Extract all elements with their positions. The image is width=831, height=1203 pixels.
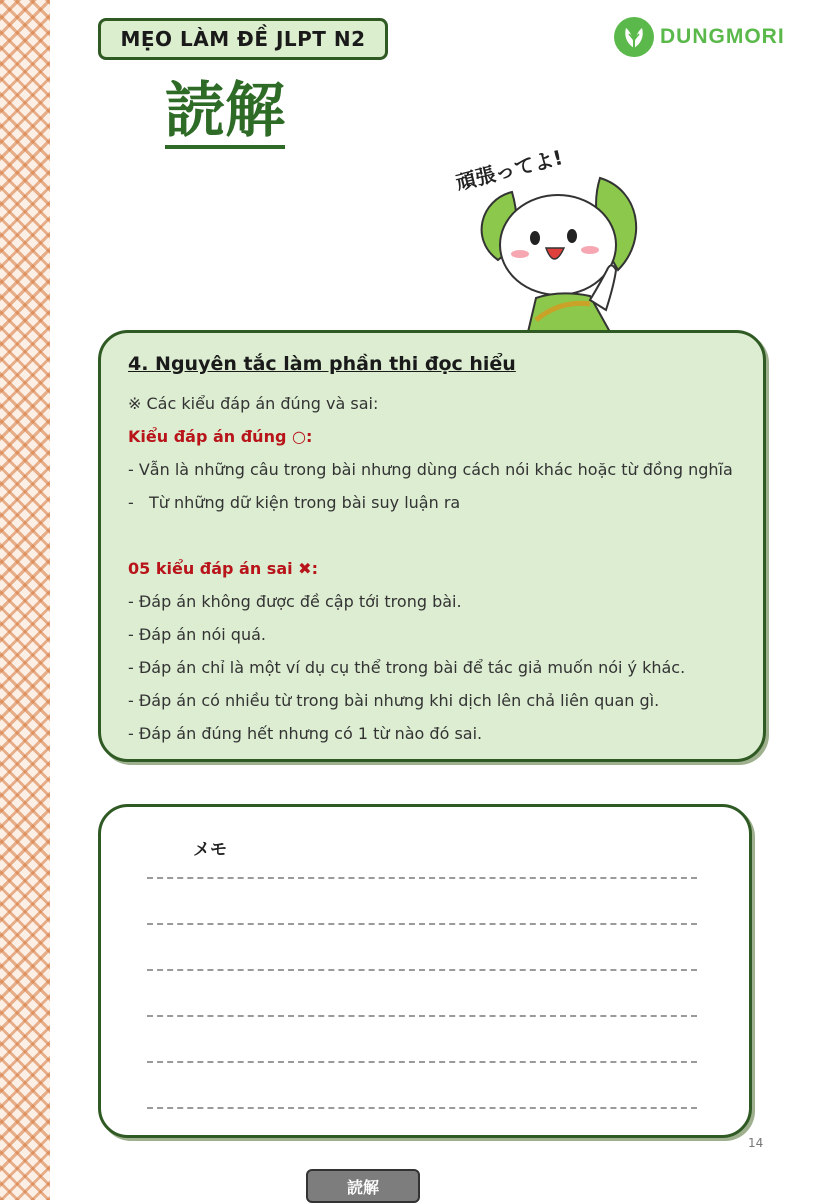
- wrong-item: - Đáp án đúng hết nhưng có 1 từ nào đó sai.: [128, 724, 483, 743]
- memo-line: [147, 877, 697, 879]
- wrong-item: - Đáp án nói quá.: [128, 625, 266, 644]
- tips-box: [98, 330, 766, 762]
- memo-line: [147, 969, 697, 971]
- mascot-speech: 頑張ってよ!: [453, 145, 566, 195]
- memo-line: [147, 923, 697, 925]
- decorative-side-pattern: [0, 0, 50, 1200]
- logo-text: DUNGMORI: [660, 25, 785, 48]
- page-title: 読解: [165, 80, 285, 149]
- memo-line: [147, 1015, 697, 1017]
- memo-line: [147, 1107, 697, 1109]
- correct-item: - Từ những dữ kiện trong bài suy luận ra: [128, 493, 461, 512]
- page-number: 14: [748, 1136, 764, 1150]
- correct-item: - Vẫn là những câu trong bài nhưng dùng cách nói khác hoặc từ đồng nghĩa: [128, 460, 733, 479]
- correct-heading: Kiểu đáp án đúng ○:: [128, 427, 313, 446]
- memo-box[interactable]: [98, 804, 752, 1138]
- wrong-heading: 05 kiểu đáp án sai ✖:: [128, 559, 318, 578]
- leaf-logo-icon: [614, 17, 654, 57]
- note-line: [128, 387, 736, 420]
- brand-logo[interactable]: [614, 17, 785, 57]
- wrong-item: - Đáp án có nhiều từ trong bài nhưng khi dịch lên chả liên quan gì.: [128, 691, 660, 710]
- header-badge-text: MẸO LÀM ĐỀ JLPT N2: [120, 27, 366, 51]
- header-badge: [98, 18, 388, 60]
- note-text: ※ Các kiểu đáp án đúng và sai:: [128, 394, 379, 413]
- section-tab[interactable]: [306, 1169, 420, 1203]
- mascot-illustration: [440, 120, 650, 332]
- section-tab-label: 読解: [346, 1177, 379, 1197]
- memo-label: メモ: [193, 840, 227, 860]
- wrong-item: - Đáp án chỉ là một ví dụ cụ thể trong bài để tác giả muốn nói ý khác.: [128, 658, 686, 677]
- wrong-item: - Đáp án không được đề cập tới trong bài.: [128, 592, 462, 611]
- section-title: 4. Nguyên tắc làm phần thi đọc hiểu: [128, 353, 516, 375]
- memo-line: [147, 1061, 697, 1063]
